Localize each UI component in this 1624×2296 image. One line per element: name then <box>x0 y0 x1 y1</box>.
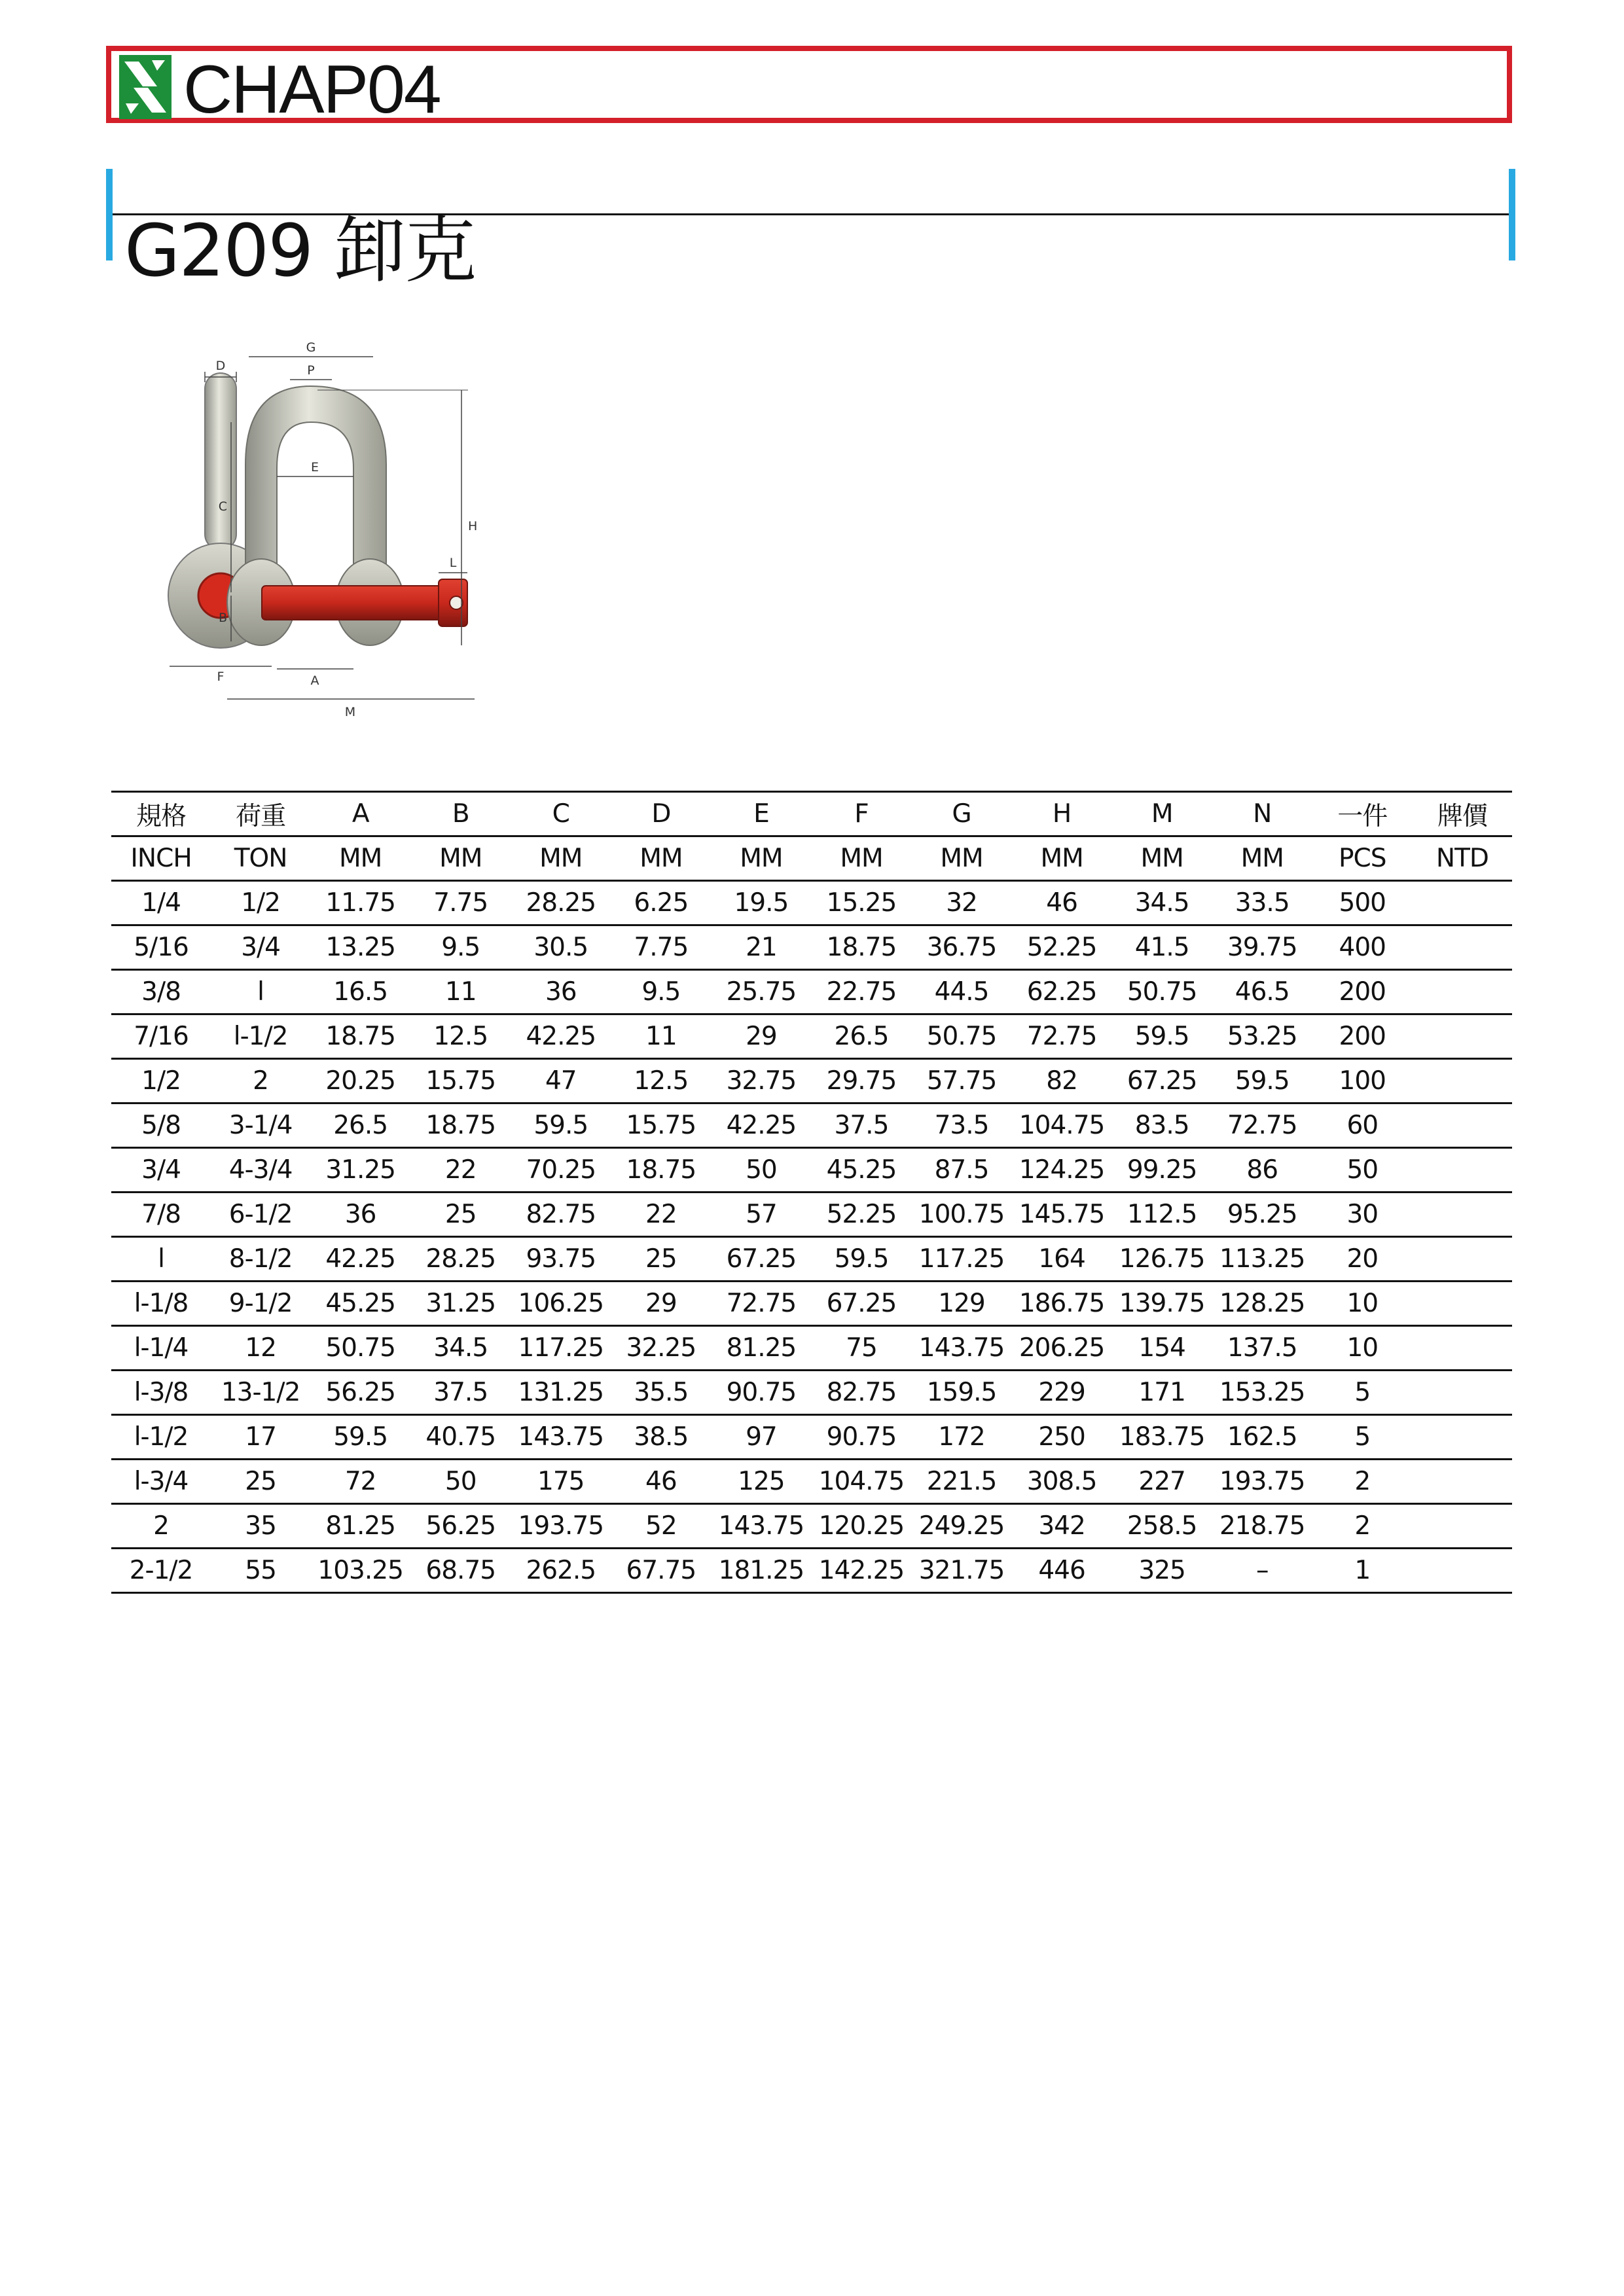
table-cell: 112.5 <box>1112 1193 1212 1237</box>
table-cell: 52.25 <box>811 1193 911 1237</box>
table-cell: 221.5 <box>912 1460 1012 1504</box>
table-cell: 18.75 <box>410 1103 511 1148</box>
table-cell: 500 <box>1312 881 1413 925</box>
table-cell: 342 <box>1012 1504 1112 1549</box>
table-cell: 120.25 <box>811 1504 911 1549</box>
table-cell: 6.25 <box>611 881 711 925</box>
table-cell: 3-1/4 <box>211 1103 310 1148</box>
table-cell: 56.25 <box>310 1371 410 1415</box>
table-row <box>111 1415 1512 1460</box>
table-cell: 50.75 <box>310 1326 410 1371</box>
table-cell: 100.75 <box>912 1193 1012 1237</box>
table-row <box>111 925 1512 970</box>
table-cell: 50.75 <box>912 1014 1012 1059</box>
table-cell <box>1413 970 1512 1014</box>
table-cell: 142.25 <box>811 1549 911 1593</box>
table-cell: 72.75 <box>711 1282 811 1326</box>
table-cell: 3/4 <box>211 925 310 970</box>
table-cell: 25 <box>410 1193 511 1237</box>
table-cell: 2-1/2 <box>111 1549 211 1593</box>
table-cell: 44.5 <box>912 970 1012 1014</box>
table-cell: 206.25 <box>1012 1326 1112 1371</box>
table-cell: 59.5 <box>1112 1014 1212 1059</box>
table-row <box>111 1193 1512 1237</box>
table-cell: 42.25 <box>310 1237 410 1282</box>
table-cell: 42.25 <box>711 1103 811 1148</box>
table-cell: 11.75 <box>310 881 410 925</box>
table-cell: 9.5 <box>611 970 711 1014</box>
table-cell: l-1/4 <box>111 1326 211 1371</box>
table-cell: 12 <box>211 1326 310 1371</box>
table-cell: 250 <box>1012 1415 1112 1460</box>
table-cell: 153.25 <box>1212 1371 1312 1415</box>
table-cell: 13-1/2 <box>211 1371 310 1415</box>
table-cell: 41.5 <box>1112 925 1212 970</box>
table-cell: 46 <box>1012 881 1112 925</box>
table-cell: l-1/8 <box>111 1282 211 1326</box>
table-cell: 21 <box>711 925 811 970</box>
column-unit: TON <box>211 836 310 881</box>
table-cell: 68.75 <box>410 1549 511 1593</box>
table-cell: 126.75 <box>1112 1237 1212 1282</box>
table-cell: l-3/8 <box>111 1371 211 1415</box>
header-row <box>111 792 1512 836</box>
table-cell: 87.5 <box>912 1148 1012 1193</box>
dim-label-A: A <box>310 673 319 688</box>
table-cell: 93.75 <box>511 1237 611 1282</box>
shackle-dimension-diagram <box>167 334 664 726</box>
table-cell: 103.25 <box>310 1549 410 1593</box>
column-unit: MM <box>611 836 711 881</box>
table-cell: 82.75 <box>511 1193 611 1237</box>
table-cell: 35.5 <box>611 1371 711 1415</box>
table-cell: 35 <box>211 1504 310 1549</box>
table-cell: 34.5 <box>410 1326 511 1371</box>
table-cell: 62.25 <box>1012 970 1112 1014</box>
column-header: F <box>811 792 911 836</box>
table-cell <box>1413 1148 1512 1193</box>
table-cell: 32 <box>912 881 1012 925</box>
table-cell: 81.25 <box>711 1326 811 1371</box>
table-cell: 67.75 <box>611 1549 711 1593</box>
column-header: H <box>1012 792 1112 836</box>
table-cell: 12.5 <box>410 1014 511 1059</box>
table-cell: 162.5 <box>1212 1415 1312 1460</box>
table-cell: 325 <box>1112 1549 1212 1593</box>
table-row <box>111 970 1512 1014</box>
table-row <box>111 881 1512 925</box>
table-cell: 59.5 <box>1212 1059 1312 1103</box>
table-cell: 46 <box>611 1460 711 1504</box>
table-cell: 227 <box>1112 1460 1212 1504</box>
table-cell: 4-3/4 <box>211 1148 310 1193</box>
table-cell: l <box>111 1237 211 1282</box>
table-cell: l-1/2 <box>211 1014 310 1059</box>
table-cell: 36 <box>310 1193 410 1237</box>
dim-label-M: M <box>344 705 356 719</box>
table-cell: 53.25 <box>1212 1014 1312 1059</box>
column-unit: MM <box>511 836 611 881</box>
table-cell: 2 <box>111 1504 211 1549</box>
table-cell: 145.75 <box>1012 1193 1112 1237</box>
table-cell: 52 <box>611 1504 711 1549</box>
table-cell: 45.25 <box>811 1148 911 1193</box>
table-cell: 28.25 <box>410 1237 511 1282</box>
table-cell: 117.25 <box>912 1237 1012 1282</box>
table-cell: 106.25 <box>511 1282 611 1326</box>
table-cell: 45.25 <box>310 1282 410 1326</box>
table-cell: 113.25 <box>1212 1237 1312 1282</box>
dim-label-C: C <box>218 499 227 514</box>
table-cell: 3/4 <box>111 1148 211 1193</box>
table-cell: 131.25 <box>511 1371 611 1415</box>
table-cell: 73.5 <box>912 1103 1012 1148</box>
table-cell: 104.75 <box>1012 1103 1112 1148</box>
dim-label-P: P <box>307 363 315 378</box>
table-row <box>111 1148 1512 1193</box>
column-header: 規格 <box>111 792 211 836</box>
table-cell: 117.25 <box>511 1326 611 1371</box>
table-cell: l-1/2 <box>111 1415 211 1460</box>
table-cell: 218.75 <box>1212 1504 1312 1549</box>
table-cell: 19.5 <box>711 881 811 925</box>
shackle-front-view <box>227 386 467 645</box>
table-cell: 13.25 <box>310 925 410 970</box>
table-cell: 56.25 <box>410 1504 511 1549</box>
table-cell: 137.5 <box>1212 1326 1312 1371</box>
table-cell: 50 <box>711 1148 811 1193</box>
column-header: C <box>511 792 611 836</box>
table-row <box>111 1504 1512 1549</box>
column-unit: MM <box>1112 836 1212 881</box>
table-cell: 9-1/2 <box>211 1282 310 1326</box>
table-cell <box>1413 1415 1512 1460</box>
table-cell: 1/2 <box>111 1059 211 1103</box>
table-cell: 321.75 <box>912 1549 1012 1593</box>
unit-row <box>111 836 1512 881</box>
table-cell: 258.5 <box>1112 1504 1212 1549</box>
table-cell: 7/16 <box>111 1014 211 1059</box>
table-cell: 31.25 <box>410 1282 511 1326</box>
table-cell: 1/2 <box>211 881 310 925</box>
table-cell: 57.75 <box>912 1059 1012 1103</box>
table-cell: 193.75 <box>1212 1460 1312 1504</box>
dim-label-H: H <box>468 519 478 533</box>
table-cell: 60 <box>1312 1103 1413 1148</box>
table-row <box>111 1460 1512 1504</box>
table-cell: 50 <box>1312 1148 1413 1193</box>
table-cell: 50 <box>410 1460 511 1504</box>
table-cell: 22 <box>611 1193 711 1237</box>
table-cell: 11 <box>410 970 511 1014</box>
table-cell: 38.5 <box>611 1415 711 1460</box>
spec-table <box>111 791 1512 1594</box>
table-cell: 175 <box>511 1460 611 1504</box>
table-cell: 6-1/2 <box>211 1193 310 1237</box>
table-cell <box>1413 1103 1512 1148</box>
table-cell: 39.75 <box>1212 925 1312 970</box>
column-header: 牌價 <box>1413 792 1512 836</box>
table-cell: 31.25 <box>310 1148 410 1193</box>
column-header: B <box>410 792 511 836</box>
dim-label-F: F <box>217 670 225 684</box>
table-cell: l <box>211 970 310 1014</box>
table-cell: 29 <box>711 1014 811 1059</box>
column-unit: MM <box>711 836 811 881</box>
table-cell: 22.75 <box>811 970 911 1014</box>
table-cell: l-3/4 <box>111 1460 211 1504</box>
dim-label-D: D <box>215 359 226 373</box>
table-cell: 29.75 <box>811 1059 911 1103</box>
table-cell: 67.25 <box>711 1237 811 1282</box>
table-cell: 164 <box>1012 1237 1112 1282</box>
column-unit: MM <box>310 836 410 881</box>
table-cell: 104.75 <box>811 1460 911 1504</box>
table-cell: 18.75 <box>611 1148 711 1193</box>
table-cell: 20.25 <box>310 1059 410 1103</box>
table-cell: 3/8 <box>111 970 211 1014</box>
table-cell: 72 <box>310 1460 410 1504</box>
table-cell: 25.75 <box>711 970 811 1014</box>
column-header: G <box>912 792 1012 836</box>
table-cell: 9.5 <box>410 925 511 970</box>
table-cell: 154 <box>1112 1326 1212 1371</box>
table-cell <box>1413 1504 1512 1549</box>
table-cell: 128.25 <box>1212 1282 1312 1326</box>
table-cell: 97 <box>711 1415 811 1460</box>
table-cell: 29 <box>611 1282 711 1326</box>
table-row <box>111 1014 1512 1059</box>
table-cell: 16.5 <box>310 970 410 1014</box>
table-cell <box>1413 1460 1512 1504</box>
table-cell: 17 <box>211 1415 310 1460</box>
table-cell: 40.75 <box>410 1415 511 1460</box>
table-cell: 42.25 <box>511 1014 611 1059</box>
table-cell: 2 <box>1312 1504 1413 1549</box>
table-cell: 59.5 <box>511 1103 611 1148</box>
table-cell: 10 <box>1312 1326 1413 1371</box>
column-unit: NTD <box>1413 836 1512 881</box>
column-unit: MM <box>912 836 1012 881</box>
product-title: G209 卸克 <box>124 209 476 293</box>
table-cell: 7.75 <box>611 925 711 970</box>
table-cell: 25 <box>211 1460 310 1504</box>
table-cell: 2 <box>1312 1460 1413 1504</box>
table-cell: – <box>1212 1549 1312 1593</box>
dim-label-B: B <box>218 611 227 625</box>
table-row <box>111 1237 1512 1282</box>
table-cell: 67.25 <box>1112 1059 1212 1103</box>
dim-label-E: E <box>310 460 319 475</box>
table-cell <box>1413 1371 1512 1415</box>
table-cell: 186.75 <box>1012 1282 1112 1326</box>
table-cell: 59.5 <box>310 1415 410 1460</box>
table-cell: 181.25 <box>711 1549 811 1593</box>
table-cell: 72.75 <box>1012 1014 1112 1059</box>
table-cell: 2 <box>211 1059 310 1103</box>
table-cell: 30 <box>1312 1193 1413 1237</box>
table-cell <box>1413 1014 1512 1059</box>
table-row <box>111 1549 1512 1593</box>
column-header: 荷重 <box>211 792 310 836</box>
table-cell: 200 <box>1312 1014 1413 1059</box>
dim-label-G: G <box>306 340 316 355</box>
table-cell: 36 <box>511 970 611 1014</box>
table-cell <box>1413 1193 1512 1237</box>
table-cell: 18.75 <box>310 1014 410 1059</box>
table-cell: 446 <box>1012 1549 1112 1593</box>
table-cell: 36.75 <box>912 925 1012 970</box>
table-cell <box>1413 1237 1512 1282</box>
table-cell: 67.25 <box>811 1282 911 1326</box>
table-cell <box>1413 1282 1512 1326</box>
table-cell: 172 <box>912 1415 1012 1460</box>
table-cell: 46.5 <box>1212 970 1312 1014</box>
table-cell: 81.25 <box>310 1504 410 1549</box>
table-cell <box>1413 1326 1512 1371</box>
table-cell: 22 <box>410 1148 511 1193</box>
table-cell: 99.25 <box>1112 1148 1212 1193</box>
table-cell: 262.5 <box>511 1549 611 1593</box>
table-cell: 15.25 <box>811 881 911 925</box>
column-header: E <box>711 792 811 836</box>
brand-logo-icon <box>119 55 171 119</box>
table-cell: 75 <box>811 1326 911 1371</box>
table-cell: 47 <box>511 1059 611 1103</box>
column-header: N <box>1212 792 1312 836</box>
table-cell: 100 <box>1312 1059 1413 1103</box>
table-cell: 10 <box>1312 1282 1413 1326</box>
table-cell: 124.25 <box>1012 1148 1112 1193</box>
table-cell: 193.75 <box>511 1504 611 1549</box>
table-cell: 1/4 <box>111 881 211 925</box>
table-cell: 50.75 <box>1112 970 1212 1014</box>
table-cell: 90.75 <box>711 1371 811 1415</box>
table-cell: 200 <box>1312 970 1413 1014</box>
table-cell: 70.25 <box>511 1148 611 1193</box>
table-cell: 129 <box>912 1282 1012 1326</box>
column-header: M <box>1112 792 1212 836</box>
table-cell: 15.75 <box>611 1103 711 1148</box>
chapter-title: CHAP04 <box>183 52 441 128</box>
table-cell: 95.25 <box>1212 1193 1312 1237</box>
table-cell: 32.25 <box>611 1326 711 1371</box>
table-cell: 59.5 <box>811 1237 911 1282</box>
table-row <box>111 1059 1512 1103</box>
table-cell: 11 <box>611 1014 711 1059</box>
table-cell: 90.75 <box>811 1415 911 1460</box>
table-cell: 30.5 <box>511 925 611 970</box>
table-cell: 143.75 <box>711 1504 811 1549</box>
table-cell: 33.5 <box>1212 881 1312 925</box>
table-cell: 183.75 <box>1112 1415 1212 1460</box>
table-cell: 159.5 <box>912 1371 1012 1415</box>
title-accent-right <box>1509 169 1515 260</box>
table-cell: 18.75 <box>811 925 911 970</box>
table-row <box>111 1371 1512 1415</box>
table-cell: 308.5 <box>1012 1460 1112 1504</box>
table-cell: 7/8 <box>111 1193 211 1237</box>
table-cell: 32.75 <box>711 1059 811 1103</box>
table-cell: 171 <box>1112 1371 1212 1415</box>
table-cell: 5/16 <box>111 925 211 970</box>
column-header: A <box>310 792 410 836</box>
table-cell: 37.5 <box>811 1103 911 1148</box>
table-cell: 8-1/2 <box>211 1237 310 1282</box>
table-cell <box>1413 881 1512 925</box>
table-cell <box>1413 925 1512 970</box>
column-header: 一件 <box>1312 792 1413 836</box>
column-unit: MM <box>410 836 511 881</box>
table-cell: 26.5 <box>310 1103 410 1148</box>
table-cell: 143.75 <box>511 1415 611 1460</box>
table-cell: 83.5 <box>1112 1103 1212 1148</box>
column-unit: INCH <box>111 836 211 881</box>
table-cell: 20 <box>1312 1237 1413 1282</box>
dim-label-L: L <box>449 556 457 570</box>
table-cell: 37.5 <box>410 1371 511 1415</box>
column-unit: MM <box>1012 836 1112 881</box>
table-cell: 52.25 <box>1012 925 1112 970</box>
table-cell: 229 <box>1012 1371 1112 1415</box>
chapter-header <box>106 46 1512 128</box>
table-cell: 5 <box>1312 1415 1413 1460</box>
column-unit: MM <box>811 836 911 881</box>
table-cell <box>1413 1549 1512 1593</box>
column-unit: PCS <box>1312 836 1413 881</box>
table-cell: 7.75 <box>410 881 511 925</box>
table-cell: 139.75 <box>1112 1282 1212 1326</box>
table-cell: 1 <box>1312 1549 1413 1593</box>
table-cell: 55 <box>211 1549 310 1593</box>
table-cell: 72.75 <box>1212 1103 1312 1148</box>
table-cell: 28.25 <box>511 881 611 925</box>
table-cell: 82.75 <box>811 1371 911 1415</box>
table-row <box>111 1103 1512 1148</box>
title-accent-left <box>106 169 113 260</box>
table-cell: 5/8 <box>111 1103 211 1148</box>
table-cell: 82 <box>1012 1059 1112 1103</box>
table-cell: 26.5 <box>811 1014 911 1059</box>
table-row <box>111 1282 1512 1326</box>
table-cell: 15.75 <box>410 1059 511 1103</box>
table-cell: 125 <box>711 1460 811 1504</box>
table-cell: 34.5 <box>1112 881 1212 925</box>
table-cell: 143.75 <box>912 1326 1012 1371</box>
table-cell: 400 <box>1312 925 1413 970</box>
table-cell: 25 <box>611 1237 711 1282</box>
table-cell: 249.25 <box>912 1504 1012 1549</box>
table-row <box>111 1326 1512 1371</box>
table-cell: 86 <box>1212 1148 1312 1193</box>
table-cell: 57 <box>711 1193 811 1237</box>
table-cell: 5 <box>1312 1371 1413 1415</box>
table-cell <box>1413 1059 1512 1103</box>
column-header: D <box>611 792 711 836</box>
column-unit: MM <box>1212 836 1312 881</box>
table-cell: 12.5 <box>611 1059 711 1103</box>
